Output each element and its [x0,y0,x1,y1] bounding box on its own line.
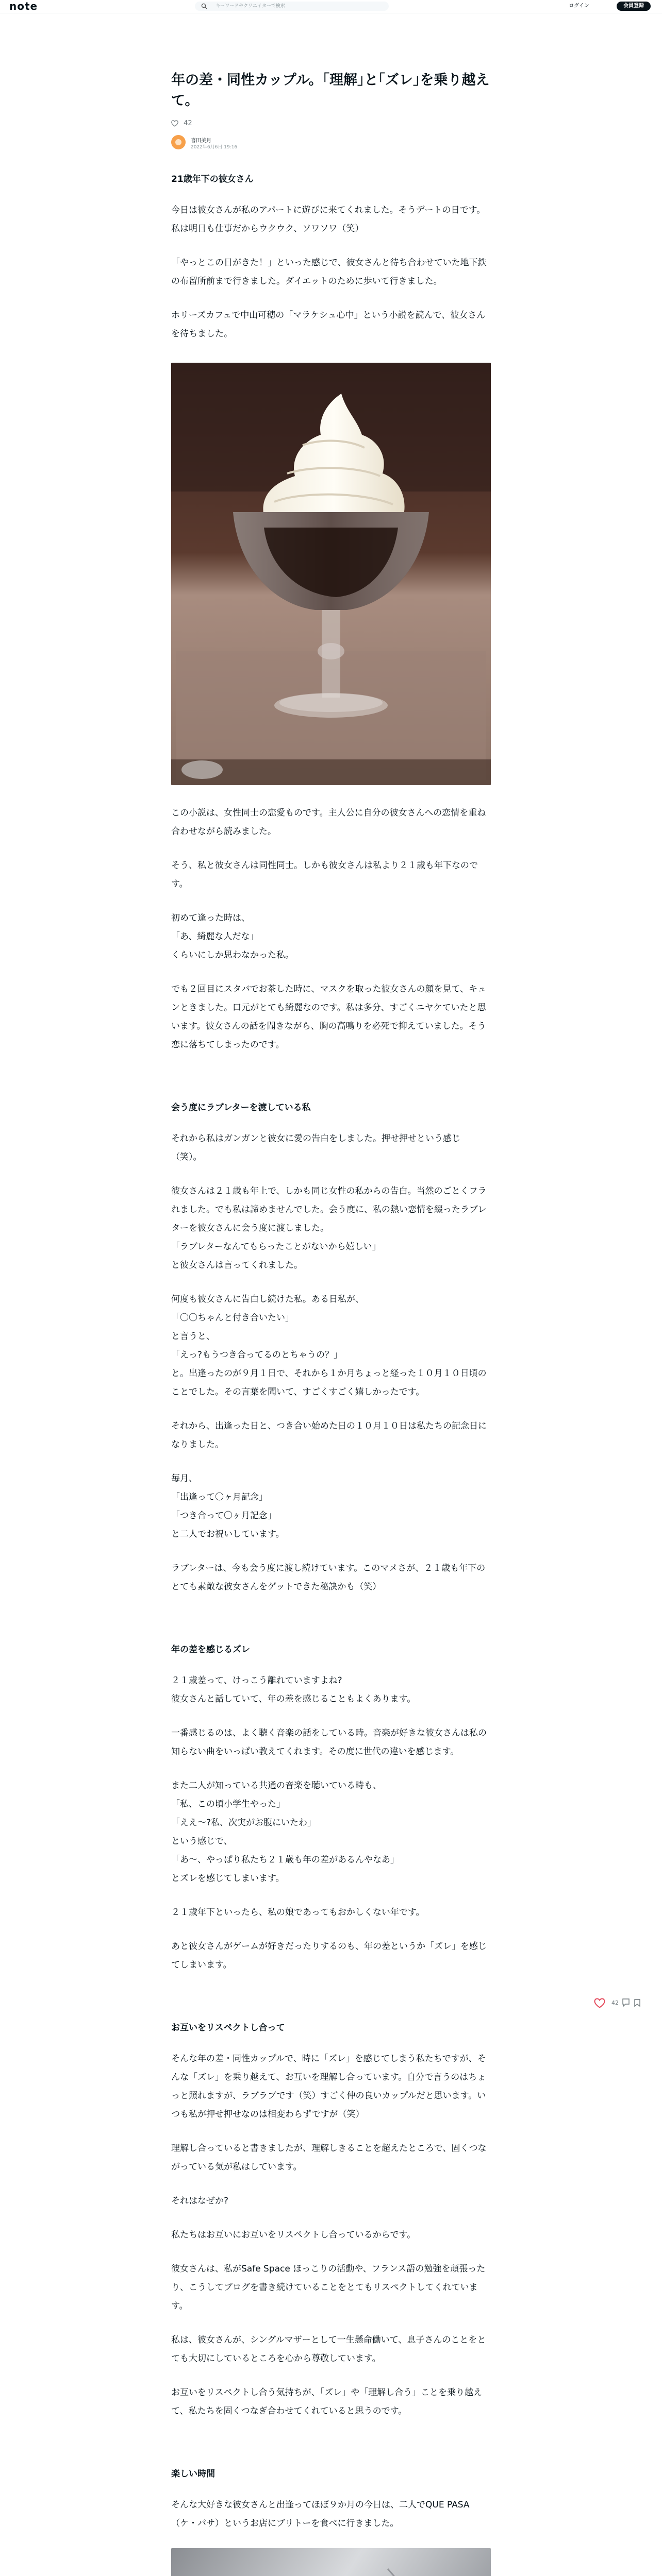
section-heading: お互いをリスペクトし合って [171,2023,285,2033]
paragraph: 私は、彼女さんが、シングルマザーとして一生懸命働いて、息子さんのことをとても大切にしているところを心から尊敬しています。 [171,2335,486,2364]
paragraph: あと彼女さんがゲームが好きだったりするのも、年の差というか「ズレ」を感じてしまいます。 [171,1941,487,1970]
paragraph [171,1182,491,1275]
paragraph: そんな年の差・同性カップルで、時に「ズレ」を感じてしまう私たちですが、そんな「ズレ」を乗り越えて、お互いを理解し合っています。自分で言うのはちょっと照れますが、ラブラブです（笑）すごく仲の良いカップルだと思います。いつも私が押せ押せなのは相変わらずですが（笑） [171,2054,486,2120]
soft-serve-parfait-image [171,363,491,785]
line: 彼女さんは２１歳も年上で、しかも同じ女性の私からの告白。当然のごとくフラれました。でも私は諦めませんでした。会う度に、私の熱い恋情を綴ったラブレターを彼女さんに会う度に渡しました。 [171,1186,487,1233]
paragraph: ラブレターは、今も会う度に渡し続けています。このマメさが、２１歳も年下のとても素敵な彼女さんをゲットできた秘訣かも（笑） [171,1563,486,1592]
line: ２１歳差って、けっこう離れていますよね? [171,1675,342,1686]
paragraph: 理解し合っていると書きましたが、理解しきることを超えたところで、固くつながっている気が私はしています。 [171,2143,487,2172]
paragraph: ２１歳年下といったら、私の娘であってもおかしくない年です。 [171,1907,425,1918]
paragraph: でも２回目にスタバでお茶した時に、マスクを取った彼女さんの顔を見て、キュンときました。口元がとても綺麗なのです。私は多分、すごくニヤケていたと思います。彼女さんの話を聞きながら、胸の高鳴りを必死で抑えていました。そう恋に落ちてしまったのです。 [171,984,487,1050]
line: と言うと、 [171,1331,215,1342]
line: 「出逢って〇ヶ月記念」 [171,1492,268,1502]
section-heading: 楽しい時間 [171,2469,215,2479]
section-heading: 年の差を感じるズレ [171,1645,250,1655]
author-name[interactable]: 喜田美月 [191,138,211,144]
line: 毎月、 [171,1473,197,1484]
search-icon [201,3,207,9]
line: 「あ～、やっぱり私たち２１歳も年の差があるんやなあ」 [171,1855,399,1865]
line: 「私、この頃小学生やった」 [171,1799,285,1809]
heart-icon [594,1998,605,2008]
line: くらいにしか思わなかった私。 [171,950,294,960]
share-icon [633,1998,641,2007]
line: と彼女さんは言ってくれました。 [171,1260,303,1270]
paragraph: そう、私と彼女さんは同性同士。しかも彼女さんは私より２１歳も年下なのです。 [171,860,478,889]
publish-date: 2022年6月6日 19:16 [191,145,238,150]
paragraph: それから私はガンガンと彼女に愛の告白をしました。押せ押せという感じ（笑）。 [171,1133,460,1162]
article [171,70,491,2576]
note-logo[interactable]: note [9,0,38,12]
burrito-photo [171,2548,491,2576]
paragraph: 「やっとこの日がきた！」といった感じで、彼女さんと待ち合わせていた地下鉄の布留所前まで行きました。ダイエットのために歩いて行きました。 [171,258,487,286]
line: 「ラブレターなんてもらったことがないから嬉しい」 [171,1242,381,1252]
soft-serve-parfait-photo [171,363,491,785]
paragraph: 彼女さんは、私がSafe Space ほっこりの活動や、フランス語の勉強を頑張ったり、こうしてブログを書き続けていることをとてもリスペクトしてくれています。 [171,2264,486,2311]
paragraph [171,1776,491,1888]
floating-action-bar [594,1998,635,2009]
article-title: 年の差・同性カップル。｢理解｣と｢ズレ｣を乗り越えて。 [171,72,490,109]
paragraph: ホリーズカフェで中山可穂の「マラケシュ心中」という小説を読んで、彼女さんを待ちました。 [171,310,486,339]
line: 彼女さんと話していて、年の差を感じることもよくあります。 [171,1694,416,1704]
line: とズレを感じてしまいます。 [171,1873,285,1884]
site-header [0,0,662,13]
search-box[interactable] [195,2,389,11]
article-like-count[interactable] [171,120,491,130]
paragraph [171,1469,491,1544]
share-button[interactable] [633,1998,641,2009]
line: という感じで、 [171,1836,233,1846]
line: 何度も彼女さんに告白し続けた私。ある日私が、 [171,1294,364,1304]
burrito-image [171,2548,491,2576]
heart-icon [171,120,178,127]
comment-button[interactable] [622,1998,630,2009]
line: 「えっ?もうつき合ってるのとちゃうの？」 [171,1350,343,1360]
line: 「〇〇ちゃんと付き合いたい」 [171,1313,294,1323]
section-heading: 会う度にラブレターを渡している私 [171,1103,311,1113]
paragraph: お互いをリスペクトし合う気持ちが、「ズレ」や「理解し合う」ことを乗り越えて、私たちを固くつなぎ合わせてくれていると思うのです。 [171,2387,483,2416]
paragraph: そんな大好きな彼女さんと出逢ってほぼ９か月の今日は、二人でQUE PASA（ケ・パサ）というお店にブリトーを食べに行きました。 [171,2500,470,2529]
line: 初めて逢った時は、 [171,913,250,923]
paragraph: 私たちはお互いにお互いをリスペクトし合っているからです。 [171,2230,416,2240]
signup-button[interactable]: 会員登録 [617,2,651,11]
paragraph [171,909,491,964]
paragraph: この小説は、女性同士の恋愛ものです。主人公に自分の彼女さんへの恋情を重ね合わせながら読みました。 [171,808,486,837]
paragraph: 一番感じるのは、よく聴く音楽の話をしている時。音楽が好きな彼女さんは私の知らない曲をいっぱい教えてくれます。その度に世代の違いを感じます。 [171,1728,487,1757]
paragraph [171,1671,491,1708]
line: と。出逢ったのが９月１日で、それから１か月ちょっと経った１０月１０日頃のことでした。その言葉を聞いて、すごくすごく嬉しかったです。 [171,1368,487,1397]
line: 「あ、綺麗な人だな」 [171,931,259,942]
paragraph: それはなぜか? [171,2196,229,2206]
paragraph: 今日は彼女さんが私のアパートに遊びに来てくれました。そうデートの日です。私は明日も仕事だからウクウク、ソワソワ（笑） [171,205,486,234]
like-count: 42 [184,120,192,127]
paragraph [171,1290,491,1401]
author-avatar[interactable] [171,135,186,149]
line: また二人が知っている共通の音楽を聴いている時も、 [171,1781,382,1791]
author-info[interactable] [171,134,491,151]
line: と二人でお祝いしています。 [171,1529,285,1539]
line: 「つき合って〇ヶ月記念」 [171,1511,276,1521]
paragraph: それから、出逢った日と、つき合い始めた日の１０月１０日は私たちの記念日になりました。 [171,1421,487,1450]
like-button[interactable] [594,1998,605,2010]
sidebar-like-count: 42 [611,1999,619,2006]
login-button[interactable]: ログイン [569,3,589,9]
line: 「ええ～?私、次実がお腹にいたわ」 [171,1818,317,1828]
comment-icon [622,1998,630,2007]
section-heading: 21歳年下の彼女さん [171,174,254,184]
search-placeholder: キーワードやクリエイターで検索 [216,4,285,9]
